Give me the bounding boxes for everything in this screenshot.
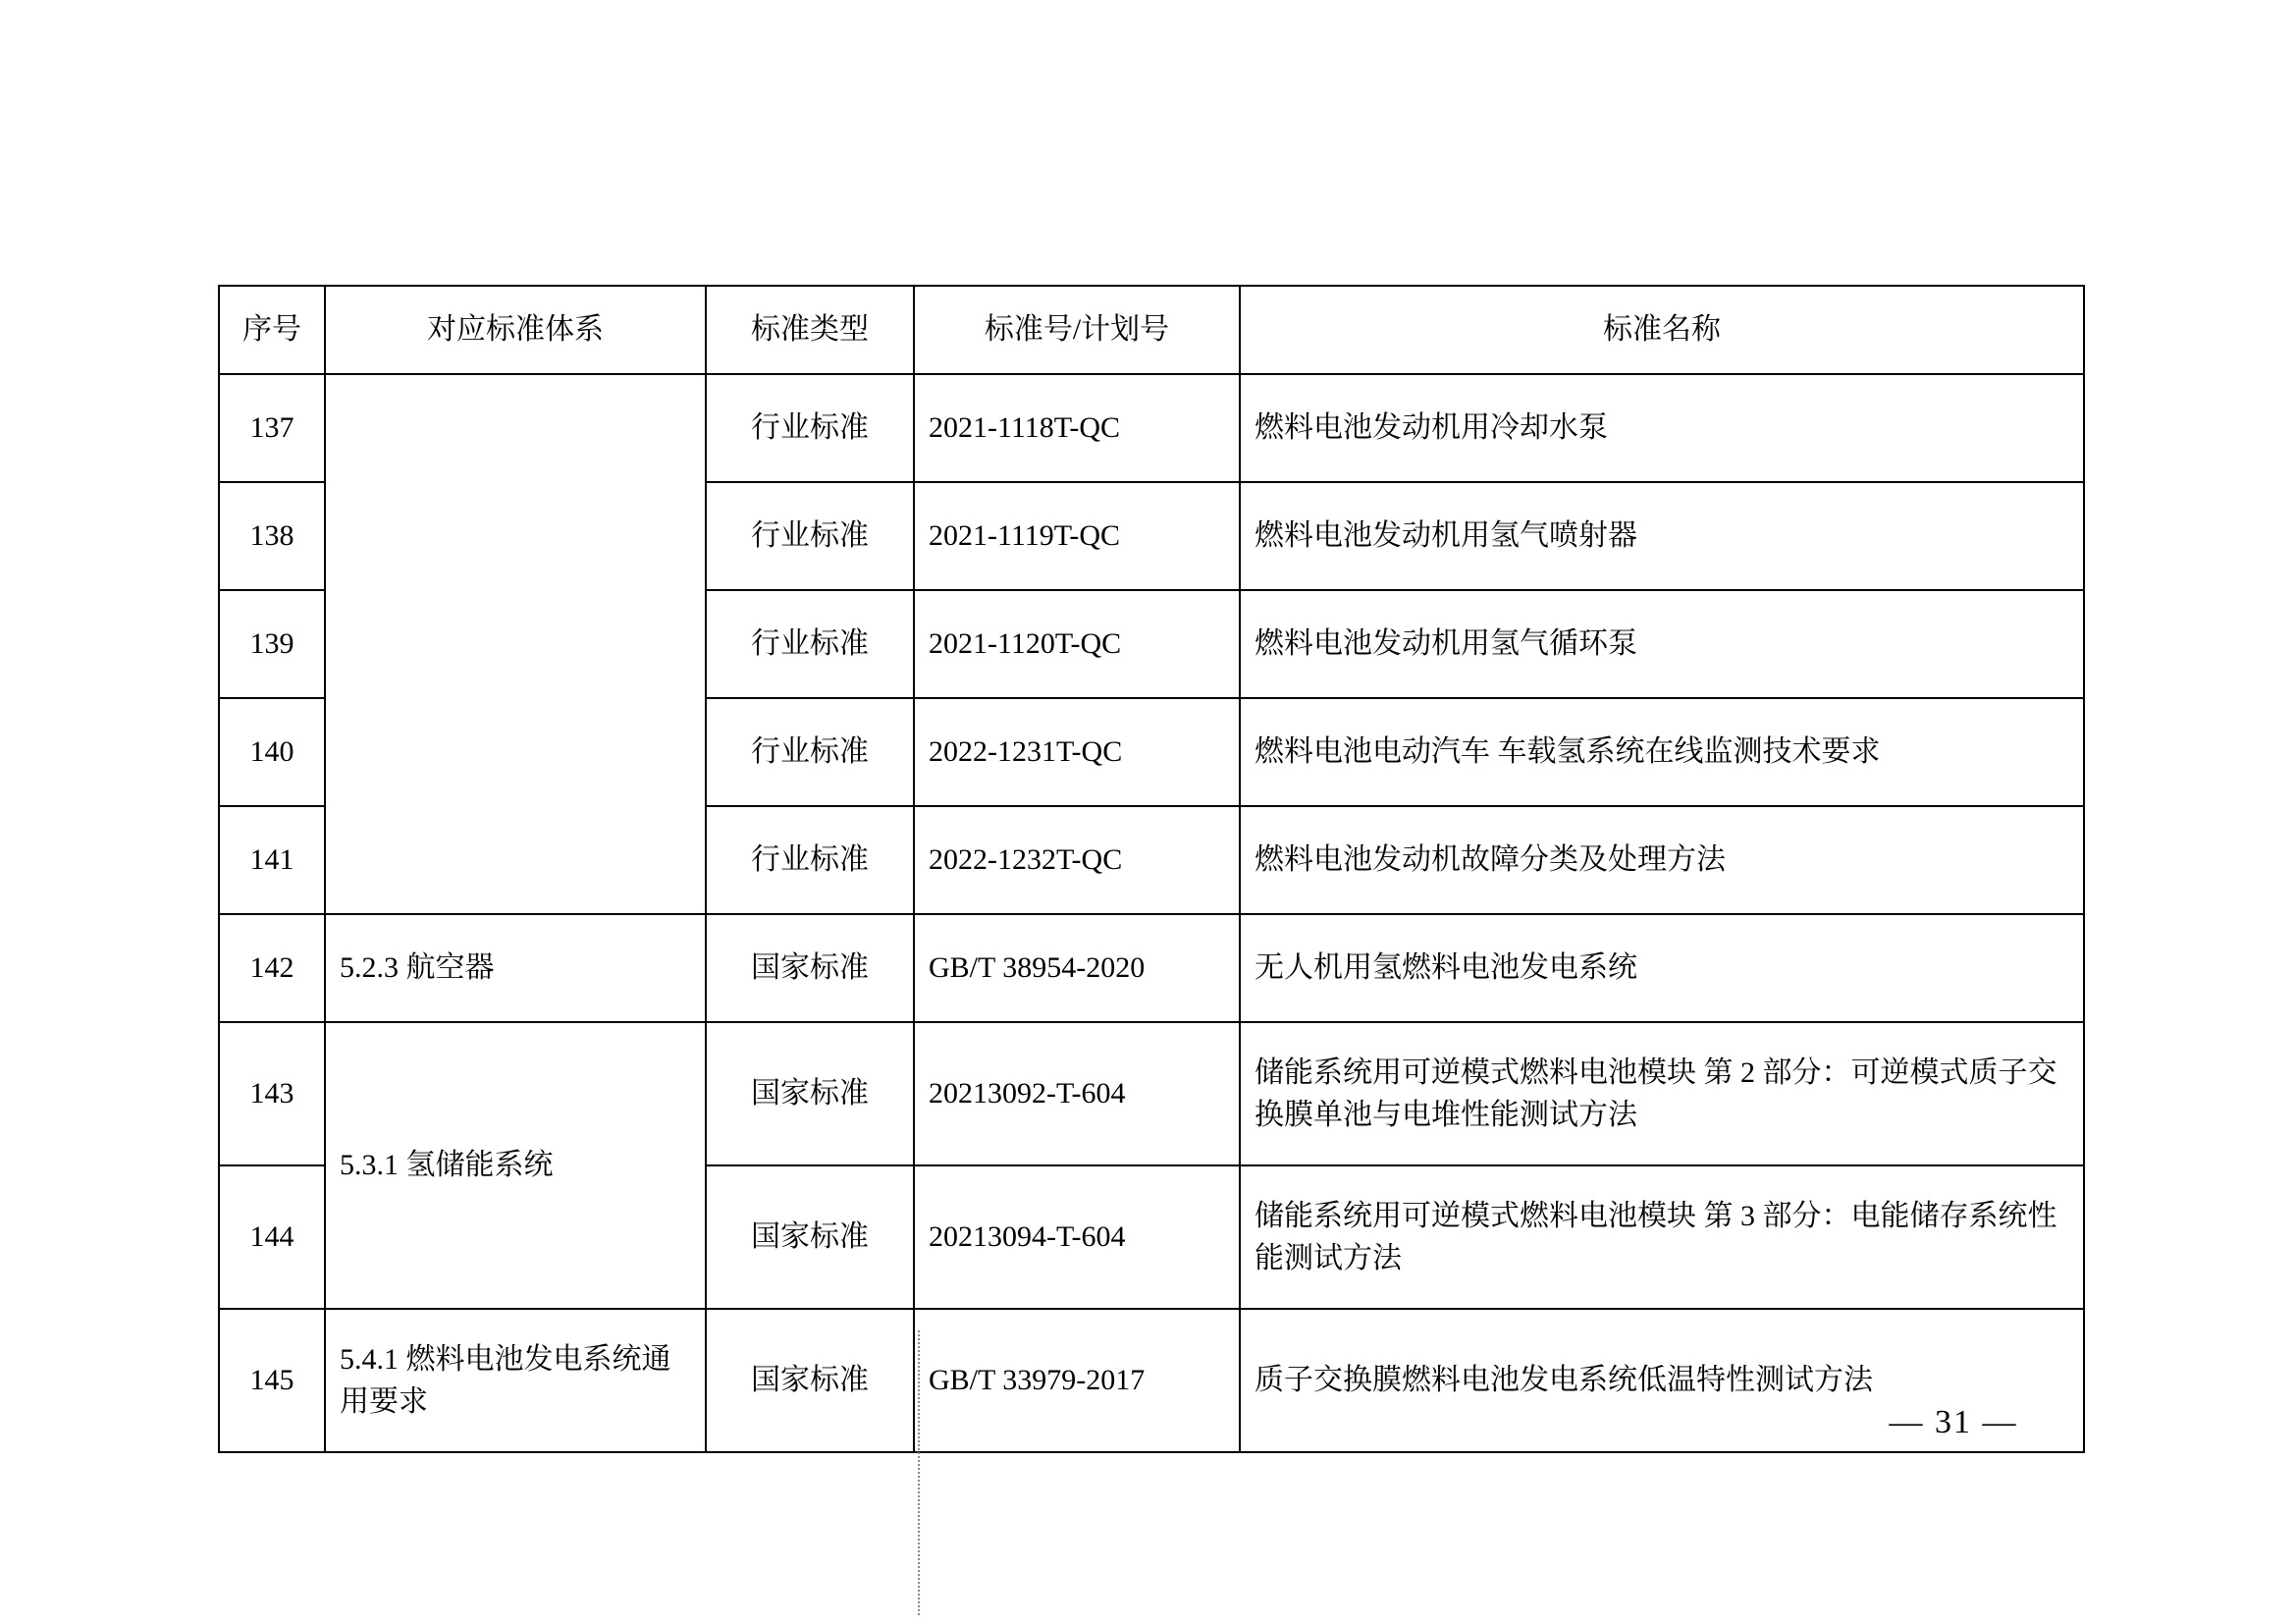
cell-name: 燃料电池发动机用氢气循环泵	[1240, 590, 2084, 698]
fold-mark	[918, 1330, 920, 1615]
cell-type: 行业标准	[706, 698, 914, 806]
cell-system: 5.2.3 航空器	[325, 914, 706, 1022]
cell-system: 5.3.1 氢储能系统	[325, 1022, 706, 1309]
column-header-no: 序号	[219, 286, 325, 374]
cell-no: 141	[219, 806, 325, 914]
cell-name: 储能系统用可逆模式燃料电池模块 第 2 部分：可逆模式质子交换膜单池与电堆性能测试方法	[1240, 1022, 2084, 1165]
cell-type: 行业标准	[706, 482, 914, 590]
table-row	[219, 1022, 2084, 1165]
cell-name: 储能系统用可逆模式燃料电池模块 第 3 部分：电能储存系统性能测试方法	[1240, 1165, 2084, 1309]
cell-no: 142	[219, 914, 325, 1022]
cell-name: 无人机用氢燃料电池发电系统	[1240, 914, 2084, 1022]
column-header-code: 标准号/计划号	[914, 286, 1240, 374]
standards-table	[218, 285, 2085, 1453]
column-header-name: 标准名称	[1240, 286, 2084, 374]
cell-no: 140	[219, 698, 325, 806]
standards-table-container	[218, 285, 2083, 1453]
cell-code: GB/T 38954-2020	[914, 914, 1240, 1022]
cell-type: 国家标准	[706, 1022, 914, 1165]
cell-no: 138	[219, 482, 325, 590]
cell-type: 行业标准	[706, 806, 914, 914]
cell-no: 137	[219, 374, 325, 482]
table-row	[219, 1309, 2084, 1452]
cell-type: 行业标准	[706, 374, 914, 482]
table-row	[219, 374, 2084, 482]
table-row	[219, 914, 2084, 1022]
cell-name: 燃料电池发动机用冷却水泵	[1240, 374, 2084, 482]
cell-code: 20213094-T-604	[914, 1165, 1240, 1309]
cell-code: 20213092-T-604	[914, 1022, 1240, 1165]
cell-name: 燃料电池电动汽车 车载氢系统在线监测技术要求	[1240, 698, 2084, 806]
cell-type: 国家标准	[706, 914, 914, 1022]
cell-no: 145	[219, 1309, 325, 1452]
table-header-row	[219, 286, 2084, 374]
cell-code: 2021-1119T-QC	[914, 482, 1240, 590]
table-body	[219, 374, 2084, 1452]
column-header-system: 对应标准体系	[325, 286, 706, 374]
cell-code: 2021-1120T-QC	[914, 590, 1240, 698]
cell-code: 2021-1118T-QC	[914, 374, 1240, 482]
table-header	[219, 286, 2084, 374]
cell-name: 质子交换膜燃料电池发电系统低温特性测试方法	[1240, 1309, 2084, 1452]
cell-no: 143	[219, 1022, 325, 1165]
cell-system	[325, 374, 706, 914]
cell-no: 139	[219, 590, 325, 698]
cell-type: 国家标准	[706, 1309, 914, 1452]
cell-code: 2022-1231T-QC	[914, 698, 1240, 806]
cell-code: GB/T 33979-2017	[914, 1309, 1240, 1452]
cell-code: 2022-1232T-QC	[914, 806, 1240, 914]
cell-no: 144	[219, 1165, 325, 1309]
cell-system: 5.4.1 燃料电池发电系统通用要求	[325, 1309, 706, 1452]
cell-type: 国家标准	[706, 1165, 914, 1309]
cell-name: 燃料电池发动机故障分类及处理方法	[1240, 806, 2084, 914]
cell-type: 行业标准	[706, 590, 914, 698]
column-header-type: 标准类型	[706, 286, 914, 374]
cell-name: 燃料电池发动机用氢气喷射器	[1240, 482, 2084, 590]
page-number: — 31 —	[1889, 1404, 2018, 1440]
